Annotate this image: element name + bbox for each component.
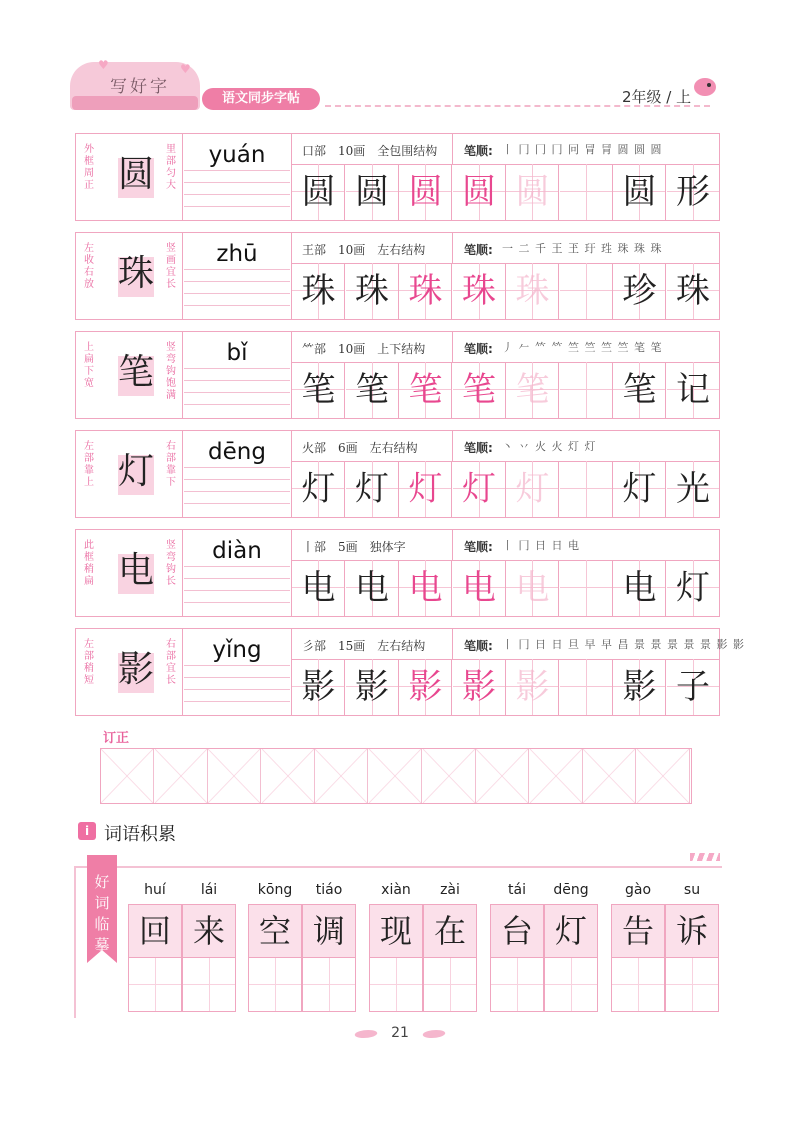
practice-cell[interactable]: [453, 461, 506, 517]
stroke-order-label: 笔顺:: [464, 639, 493, 653]
char-info: [292, 629, 745, 660]
word-char: 诉: [675, 912, 708, 950]
practice-cell[interactable]: [346, 659, 399, 715]
bird-icon: [694, 78, 716, 96]
practice-cell[interactable]: [506, 659, 559, 715]
practice-cell[interactable]: [667, 659, 720, 715]
char-info: [292, 233, 720, 264]
stroke-order-label: 笔顺:: [464, 441, 493, 455]
word-pinyin: xiàn: [381, 882, 411, 898]
practice-cell[interactable]: [453, 659, 506, 715]
demo-char: 珠: [355, 271, 389, 311]
word-char: 台: [500, 912, 533, 950]
word-pinyin: tiáo: [315, 882, 343, 898]
stroke-order: 一 二 千 王 玊 玗 珄 珠 珠 珠: [502, 242, 663, 255]
correction-cell[interactable]: [315, 749, 368, 803]
main-char-box: [98, 635, 174, 711]
practice-cell[interactable]: [346, 560, 399, 616]
word-char: 记: [676, 370, 710, 410]
practice-cell[interactable]: [506, 263, 559, 319]
practice-cell[interactable]: [613, 263, 666, 319]
practice-row: [75, 628, 745, 716]
radical-strokes-structure: 王部 10画 左右结构: [302, 243, 426, 257]
main-char: 灯: [117, 451, 154, 492]
word-char: 现: [379, 912, 412, 950]
correction-label: 订正: [103, 731, 130, 746]
pinyin-line: [184, 170, 290, 171]
word-practice-box[interactable]: [423, 958, 477, 1012]
pink-char: 影: [462, 667, 496, 707]
word-char: 形: [676, 172, 710, 212]
main-char-box: [98, 140, 174, 216]
practice-cell[interactable]: [399, 164, 452, 220]
pinyin-area: [184, 233, 290, 319]
stroke-order: 丨 冂 日 日 电: [502, 539, 580, 552]
tip-left: 上扁下宽: [84, 342, 94, 389]
tip-left: 左部靠上: [84, 441, 94, 488]
tip-left: 左收右放: [84, 243, 94, 290]
correction-cell[interactable]: [583, 749, 636, 803]
pinyin-line: [184, 293, 290, 294]
trace-char: 笔: [515, 370, 550, 410]
word-pinyin: dēng: [553, 882, 589, 898]
demo-char: 笔: [355, 370, 389, 410]
practice-cell[interactable]: [506, 461, 559, 517]
main-char: 圆: [117, 154, 154, 195]
radical-strokes-structure: 丨部 5画 独体字: [302, 540, 406, 554]
trace-char: 珠: [515, 271, 550, 311]
practice-cells[interactable]: [292, 362, 720, 418]
trace-char: 灯: [515, 469, 550, 509]
word-char: 来: [192, 912, 225, 950]
practice-cell[interactable]: [667, 461, 720, 517]
col-sep: [182, 530, 183, 616]
practice-cell[interactable]: [346, 362, 399, 418]
info-sep: [452, 332, 453, 362]
pinyin-line: [184, 467, 290, 468]
demo-char: 电: [301, 568, 336, 608]
practice-cell[interactable]: [453, 560, 506, 616]
practice-cell[interactable]: [667, 263, 720, 319]
word-pinyin: lái: [200, 882, 218, 898]
trace-char: 影: [515, 667, 550, 707]
radical-strokes-structure: 火部 6画 左右结构: [302, 441, 418, 455]
practice-row: [75, 232, 720, 320]
pinyin-area: [184, 629, 290, 715]
word-box: [248, 904, 302, 958]
practice-cells[interactable]: [292, 164, 720, 220]
stroke-order-label: 笔顺:: [464, 144, 493, 158]
pinyin-line: [184, 566, 290, 567]
tip-left: 此框稍扁: [84, 540, 94, 587]
heart-icon: ♥: [98, 58, 109, 72]
word-char: 子: [676, 667, 710, 707]
word-char: 电: [622, 568, 657, 608]
pinyin: yǐng: [212, 637, 262, 663]
tip-right: 右部宜长: [166, 639, 176, 686]
tip-left: 左部稍短: [84, 639, 94, 686]
practice-cell[interactable]: [399, 362, 452, 418]
demo-char: 灯: [355, 469, 389, 509]
practice-cell[interactable]: [292, 659, 345, 715]
book-icon: [72, 96, 198, 110]
word-char: 影: [622, 667, 657, 707]
col-sep: [182, 134, 183, 220]
pink-char: 珠: [408, 271, 443, 311]
word-box: [544, 904, 598, 958]
info-sep: [452, 629, 453, 659]
tip-right: 竖弯钩饱满: [166, 342, 176, 401]
pinyin-area: [184, 134, 290, 220]
ribbon-text: 好词临摹: [94, 873, 110, 954]
demo-char: 笔: [301, 370, 336, 410]
pinyin: zhū: [216, 241, 258, 267]
practice-cell[interactable]: [613, 362, 666, 418]
word-practice-box[interactable]: [369, 958, 423, 1012]
practice-cell[interactable]: [399, 461, 452, 517]
char-info: [292, 332, 720, 363]
pinyin-area: [184, 431, 290, 517]
radical-strokes-structure: 口部 10画 全包围结构: [302, 144, 438, 158]
correction-cell[interactable]: [423, 749, 476, 803]
info-sep: [452, 233, 453, 263]
practice-cell[interactable]: [560, 659, 613, 715]
demo-char: 珠: [301, 271, 336, 311]
word-char: 灯: [622, 469, 657, 509]
word-practice-box[interactable]: [248, 958, 302, 1012]
demo-char: 电: [355, 568, 389, 608]
pinyin-line: [184, 182, 290, 183]
practice-cell[interactable]: [667, 362, 720, 418]
practice-cell[interactable]: [292, 560, 345, 616]
practice-cell[interactable]: [560, 461, 613, 517]
word-practice-box[interactable]: [544, 958, 598, 1012]
word-char: 光: [676, 469, 710, 509]
practice-row: [75, 133, 720, 221]
practice-cell[interactable]: [613, 659, 666, 715]
practice-cell[interactable]: [346, 461, 399, 517]
practice-row: [75, 331, 720, 419]
word-char: 灯: [676, 568, 710, 608]
demo-char: 灯: [301, 469, 336, 509]
practice-cell[interactable]: [399, 263, 452, 319]
pink-char: 电: [462, 568, 496, 608]
grade-label: 2年级 / 上: [622, 88, 692, 106]
pinyin-line: [184, 479, 290, 480]
pinyin: bǐ: [226, 340, 248, 366]
word-practice-box[interactable]: [302, 958, 356, 1012]
stroke-order-label: 笔顺:: [464, 342, 493, 356]
section-title: 词语积累: [104, 824, 176, 845]
main-char: 珠: [117, 253, 154, 294]
word-char: 空: [258, 912, 291, 950]
practice-cell[interactable]: [560, 560, 613, 616]
pink-char: 圆: [462, 172, 496, 212]
practice-cell[interactable]: [506, 164, 559, 220]
word-pinyin: huí: [144, 882, 166, 898]
heart-icon: ♥: [180, 62, 191, 76]
word-char: 珠: [676, 271, 710, 311]
col-sep: [182, 332, 183, 418]
pink-char: 影: [408, 667, 443, 707]
page-deco-right: [421, 1030, 448, 1038]
practice-cell[interactable]: [613, 461, 666, 517]
bird-eye-icon: [707, 83, 711, 87]
demo-char: 圆: [301, 172, 336, 212]
word-box: [665, 904, 719, 958]
char-info: [292, 431, 720, 462]
practice-cells[interactable]: [292, 659, 720, 715]
pinyin-line: [184, 701, 290, 702]
practice-cells[interactable]: [292, 263, 720, 319]
pink-char: 笔: [462, 370, 496, 410]
pinyin-line: [184, 392, 290, 393]
main-char-box: [98, 338, 174, 414]
word-box: [302, 904, 356, 958]
practice-cell[interactable]: [560, 164, 613, 220]
col-sep: [182, 629, 183, 715]
pink-char: 电: [408, 568, 443, 608]
word-practice-box[interactable]: [128, 958, 182, 1012]
demo-char: 影: [301, 667, 336, 707]
tip-right: 竖画宜长: [166, 243, 176, 290]
word-pinyin: tái: [508, 882, 526, 898]
trace-char: 圆: [515, 172, 550, 212]
header-title: 写好字: [110, 77, 170, 97]
word-practice-box[interactable]: [490, 958, 544, 1012]
word-practice-box[interactable]: [182, 958, 236, 1012]
radical-strokes-structure: ⺮部 10画 上下结构: [302, 342, 426, 356]
correction-cell[interactable]: [208, 749, 261, 803]
pinyin-line: [184, 194, 290, 195]
pinyin-line: [184, 281, 290, 282]
practice-cell[interactable]: [346, 164, 399, 220]
practice-cell[interactable]: [667, 164, 720, 220]
stroke-order: 丨 冂 冂 冂 冋 冐 冐 圆 圆 圆: [502, 143, 663, 156]
pinyin-line: [184, 269, 290, 270]
practice-cell[interactable]: [346, 263, 399, 319]
tip-left: 外框周正: [84, 144, 94, 191]
pinyin: yuán: [208, 142, 266, 168]
practice-cell[interactable]: [506, 560, 559, 616]
word-box: [611, 904, 665, 958]
correction-cell[interactable]: [262, 749, 315, 803]
info-sep: [452, 134, 453, 164]
trace-char: 电: [515, 568, 550, 608]
header-tag: 语文同步字帖: [202, 88, 320, 110]
correction-cell[interactable]: [155, 749, 208, 803]
word-char: 圆: [622, 172, 657, 212]
practice-row: [75, 430, 720, 518]
pink-char: 灯: [462, 469, 496, 509]
word-box: [369, 904, 423, 958]
radical-strokes-structure: 彡部 15画 左右结构: [302, 639, 426, 653]
pink-char: 笔: [408, 370, 443, 410]
word-char: 调: [312, 912, 345, 950]
practice-cell[interactable]: [506, 362, 559, 418]
word-pinyin: su: [683, 882, 701, 898]
pink-char: 圆: [408, 172, 443, 212]
practice-cell[interactable]: [453, 164, 506, 220]
correction-cell[interactable]: [101, 749, 154, 803]
word-pinyin: zài: [440, 882, 460, 898]
section-icon: i: [78, 822, 96, 840]
demo-char: 影: [355, 667, 389, 707]
pinyin-line: [184, 665, 290, 666]
word-char: 灯: [554, 912, 587, 950]
tip-right: 里部匀大: [166, 144, 176, 191]
main-char: 笔: [117, 352, 154, 393]
pinyin-line: [184, 503, 290, 504]
pinyin-line: [184, 578, 290, 579]
pink-char: 珠: [462, 271, 496, 311]
word-box: [490, 904, 544, 958]
demo-char: 圆: [355, 172, 389, 212]
practice-cell[interactable]: [292, 362, 345, 418]
char-info: [292, 530, 720, 561]
practice-cell[interactable]: [560, 362, 613, 418]
word-pinyin: kōng: [257, 882, 293, 898]
stroke-order: 丨 冂 日 日 旦 早 早 昌 景 景 景 景 景 影 影: [502, 638, 745, 651]
practice-cell[interactable]: [560, 263, 613, 319]
pinyin-line: [184, 404, 290, 405]
correction-cell[interactable]: [476, 749, 529, 803]
word-char: 笔: [622, 370, 657, 410]
col-sep: [182, 233, 183, 319]
stroke-order: 丶 丷 火 火 灯 灯: [502, 440, 597, 453]
tip-right: 竖弯钩长: [166, 540, 176, 587]
pinyin-line: [184, 491, 290, 492]
pinyin-line: [184, 602, 290, 603]
pinyin-line: [184, 380, 290, 381]
main-char-box: [98, 437, 174, 513]
practice-cell[interactable]: [399, 659, 452, 715]
word-box: [423, 904, 477, 958]
practice-cells[interactable]: [292, 461, 720, 517]
practice-cell[interactable]: [292, 164, 345, 220]
main-char-box: [98, 536, 174, 612]
main-char-box: [98, 239, 174, 315]
word-box: [182, 904, 236, 958]
word-box: [128, 904, 182, 958]
practice-cell[interactable]: [292, 263, 345, 319]
practice-cell[interactable]: [613, 560, 666, 616]
stroke-order-label: 笔顺:: [464, 540, 493, 554]
pinyin-line: [184, 590, 290, 591]
info-sep: [452, 431, 453, 461]
pinyin-line: [184, 677, 290, 678]
pinyin-area: [184, 530, 290, 616]
info-sep: [452, 530, 453, 560]
word-char: 在: [433, 912, 466, 950]
word-practice-box[interactable]: [665, 958, 719, 1012]
practice-cell[interactable]: [613, 164, 666, 220]
practice-cell[interactable]: [453, 362, 506, 418]
pinyin-area: [184, 332, 290, 418]
word-pinyin: gào: [624, 882, 652, 898]
main-char: 电: [117, 550, 154, 591]
word-practice-box[interactable]: [611, 958, 665, 1012]
correction-cell[interactable]: [530, 749, 583, 803]
tip-right: 右部靠下: [166, 441, 176, 488]
stroke-order-label: 笔顺:: [464, 243, 493, 257]
char-info: [292, 134, 720, 165]
correction-grid[interactable]: [100, 748, 692, 804]
practice-cell[interactable]: [399, 560, 452, 616]
main-char: 影: [117, 649, 154, 690]
correction-cell[interactable]: [637, 749, 690, 803]
practice-cells[interactable]: [292, 560, 720, 616]
correction-cell[interactable]: [369, 749, 422, 803]
word-char: 珍: [622, 271, 657, 311]
pinyin-line: [184, 206, 290, 207]
practice-row: [75, 529, 720, 617]
pink-char: 灯: [408, 469, 443, 509]
practice-cell[interactable]: [667, 560, 720, 616]
pinyin-line: [184, 305, 290, 306]
word-char: 回: [138, 912, 171, 950]
page-number: 21: [391, 1025, 409, 1041]
stroke-order: 丿 𠂉 𥫗 𥫗 竺 竺 竺 竺 笔 笔: [502, 341, 663, 354]
word-char: 告: [621, 912, 654, 950]
pinyin-line: [184, 689, 290, 690]
pinyin: diàn: [212, 538, 262, 564]
practice-cell[interactable]: [292, 461, 345, 517]
practice-cell[interactable]: [453, 263, 506, 319]
pinyin-line: [184, 368, 290, 369]
pinyin: dēng: [208, 439, 266, 465]
col-sep: [182, 431, 183, 517]
stripe-decoration: [690, 853, 720, 861]
